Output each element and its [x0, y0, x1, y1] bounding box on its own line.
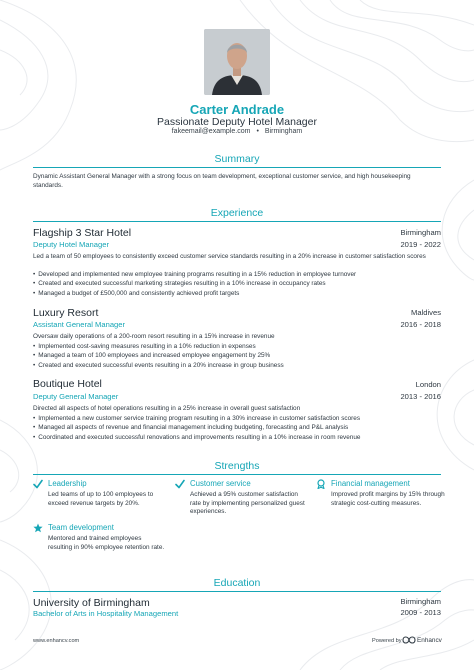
strength-description: Achieved a 95% customer satisfaction rate by implementing personalized guest experiences. [190, 491, 305, 516]
job-description: Led a team of 50 employees to consistently exceed customer service standards resulting in a 20% increase in customer satisfaction scores [33, 253, 426, 260]
contact-line [0, 128, 474, 135]
experience-divider [33, 221, 441, 222]
job-role: Deputy Hotel Manager [33, 240, 109, 249]
list-item: • Managed a team of 100 employees and increased employee engagement by 25% [33, 351, 441, 360]
strengths-heading: Strengths [214, 460, 260, 472]
experience-heading: Experience [210, 207, 264, 219]
job-dates: 2016 - 2018 [400, 320, 441, 329]
list-item: • Developed and implemented new employee training programs resulting in a 15% reduction in employee turnover [33, 270, 441, 279]
job-company: Flagship 3 Star Hotel [33, 227, 132, 239]
list-item: • Implemented a new customer service training program resulting in a 30% increase in customer satisfaction scores [33, 414, 441, 423]
strength-title: Leadership [48, 479, 87, 488]
education-school: University of Birmingham [33, 597, 150, 609]
job-bullets [33, 342, 441, 370]
candidate-name: Carter Andrade [189, 102, 285, 117]
education-divider [33, 591, 441, 592]
footer-url-link[interactable]: www.enhancv.com [33, 638, 80, 644]
footer-powered-by: Powered by [372, 638, 402, 644]
list-item: • Coordinated and executed successful renovations and improvements resulting in a 10% increase in room revenue [33, 433, 441, 442]
strength-description: Mentored and trained employees resulting in 90% employee retention rate. [48, 535, 165, 551]
list-item: • Managed all aspects of revenue and financial management including budgeting, forecasting and P&L analysis [33, 423, 441, 432]
job-role: Deputy General Manager [33, 392, 119, 401]
summary-divider [33, 167, 441, 168]
medal-icon [316, 479, 326, 489]
job-company: Boutique Hotel [33, 378, 102, 390]
location-text: Birmingham [264, 128, 303, 135]
check-icon [33, 479, 43, 489]
strength-description: Led teams of up to 100 employees to exceed revenue targets by 20%. [48, 491, 154, 507]
job-company: Luxury Resort [33, 307, 99, 319]
contact-separator: • [256, 128, 259, 135]
avatar [204, 29, 270, 95]
list-item: • Managed a budget of £500,000 and consistently achieved profit targets [33, 289, 441, 298]
strength-title: Financial management [331, 479, 410, 488]
email-text[interactable]: fakeemail@example.com [171, 128, 251, 135]
job-bullets [33, 414, 441, 442]
list-item: • Created and executed successful events resulting in a 20% increase in group business [33, 361, 441, 370]
list-item: • Implemented cost-saving measures resulting in a 10% reduction in expenses [33, 342, 441, 351]
education-heading: Education [213, 577, 261, 589]
strength-title: Team development [48, 523, 114, 532]
job-description: Directed all aspects of hotel operations resulting in a 25% increase in overall guest satisfaction [33, 405, 301, 412]
footer-brand-link[interactable]: Enhancv [417, 637, 442, 644]
education-dates: 2009 - 2013 [400, 608, 441, 617]
strength-description: Improved profit margins by 15% through strategic cost-cutting measures. [331, 491, 445, 507]
job-bullets [33, 270, 441, 298]
job-location: Birmingham [400, 228, 441, 237]
job-dates: 2019 - 2022 [400, 240, 441, 249]
enhancv-logo-icon [402, 635, 416, 645]
job-description: Oversaw daily operations of a 200-room resort resulting in a 15% increase in revenue [33, 333, 275, 340]
education-degree: Bachelor of Arts in Hospitality Management [33, 609, 179, 618]
summary-heading: Summary [214, 153, 260, 165]
education-location: Birmingham [400, 597, 441, 606]
candidate-title: Passionate Deputy Hotel Manager [157, 116, 317, 128]
job-role: Assistant General Manager [33, 320, 126, 329]
strengths-divider [33, 474, 441, 475]
list-item: • Created and executed successful marketing strategies resulting in a 10% increase in occupancy rates [33, 279, 441, 288]
job-location: London [415, 380, 441, 389]
job-location: Maldives [411, 308, 441, 317]
summary-text: Dynamic Assistant General Manager with a strong focus on team development, exceptional customer service, and high housekeeping standards. [33, 173, 411, 189]
star-icon [33, 523, 43, 533]
profile-photo [204, 29, 270, 95]
job-dates: 2013 - 2016 [400, 392, 441, 401]
strength-title: Customer service [190, 479, 251, 488]
check-icon [175, 479, 185, 489]
